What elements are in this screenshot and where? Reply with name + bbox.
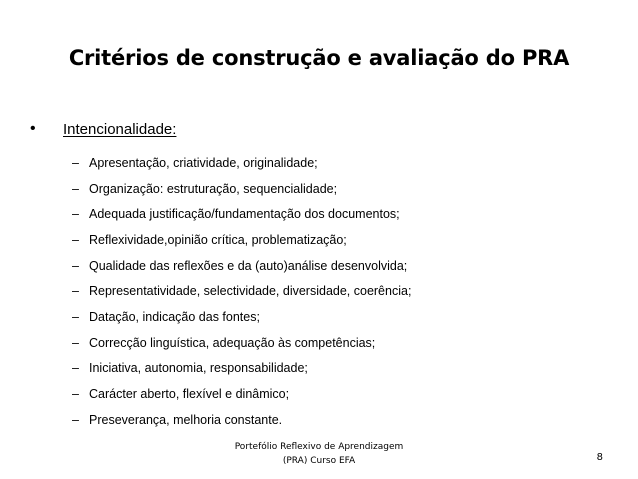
- list-item-text: Organização: estruturação, sequencialidade;: [89, 181, 338, 196]
- list-item-text: Iniciativa, autonomia, responsabilidade;: [89, 361, 308, 376]
- footer-line: Portefólio Reflexivo de Aprendizagem: [234, 442, 404, 452]
- footer-line: (PRA) Curso EFA: [282, 456, 356, 466]
- dash-icon: –: [72, 232, 79, 247]
- list-item-text: Representatividade, selectividade, diversidade, coerência;: [89, 284, 412, 299]
- dash-icon: –: [72, 207, 79, 222]
- dash-icon: –: [72, 387, 79, 402]
- list-item: [72, 227, 411, 253]
- list-item: [72, 381, 411, 407]
- slide-footer: [196, 440, 442, 468]
- dash-icon: –: [72, 361, 79, 376]
- list-item: [72, 176, 411, 202]
- list-item-text: Correcção linguística, adequação às competências;: [89, 335, 376, 350]
- list-item-text: Preseverança, melhoria constante.: [89, 412, 283, 427]
- list-item-text: Datação, indicação das fontes;: [89, 309, 260, 324]
- list-item: [72, 407, 411, 433]
- bullet-icon: •: [30, 120, 36, 137]
- list-item-text: Qualidade das reflexões e da (auto)análise desenvolvida;: [89, 258, 408, 273]
- list-item-text: Carácter aberto, flexível e dinâmico;: [89, 387, 290, 402]
- dash-icon: –: [72, 284, 79, 299]
- dash-icon: –: [72, 335, 79, 350]
- dash-icon: –: [72, 412, 79, 427]
- list-item-text: Apresentação, criatividade, originalidade;: [89, 155, 318, 170]
- list-item: [72, 330, 411, 356]
- dash-icon: –: [72, 155, 79, 170]
- list-item: [72, 278, 411, 304]
- dash-icon: –: [72, 309, 79, 324]
- bullet-row: [30, 118, 176, 140]
- slide-title: Critérios de construção e avaliação do PRA: [68, 46, 570, 70]
- dash-icon: –: [72, 258, 79, 273]
- page-number: 8: [596, 452, 603, 463]
- criteria-list: [72, 150, 411, 433]
- list-item: [72, 304, 411, 330]
- list-item-text: Reflexividade,opinião crítica, problematização;: [89, 232, 347, 247]
- list-item: [72, 356, 411, 382]
- list-item-text: Adequada justificação/fundamentação dos documentos;: [89, 207, 400, 222]
- dash-icon: –: [72, 181, 79, 196]
- list-item: [72, 150, 411, 176]
- list-item: [72, 201, 411, 227]
- list-item: [72, 253, 411, 279]
- section-heading: Intencionalidade:: [63, 120, 177, 138]
